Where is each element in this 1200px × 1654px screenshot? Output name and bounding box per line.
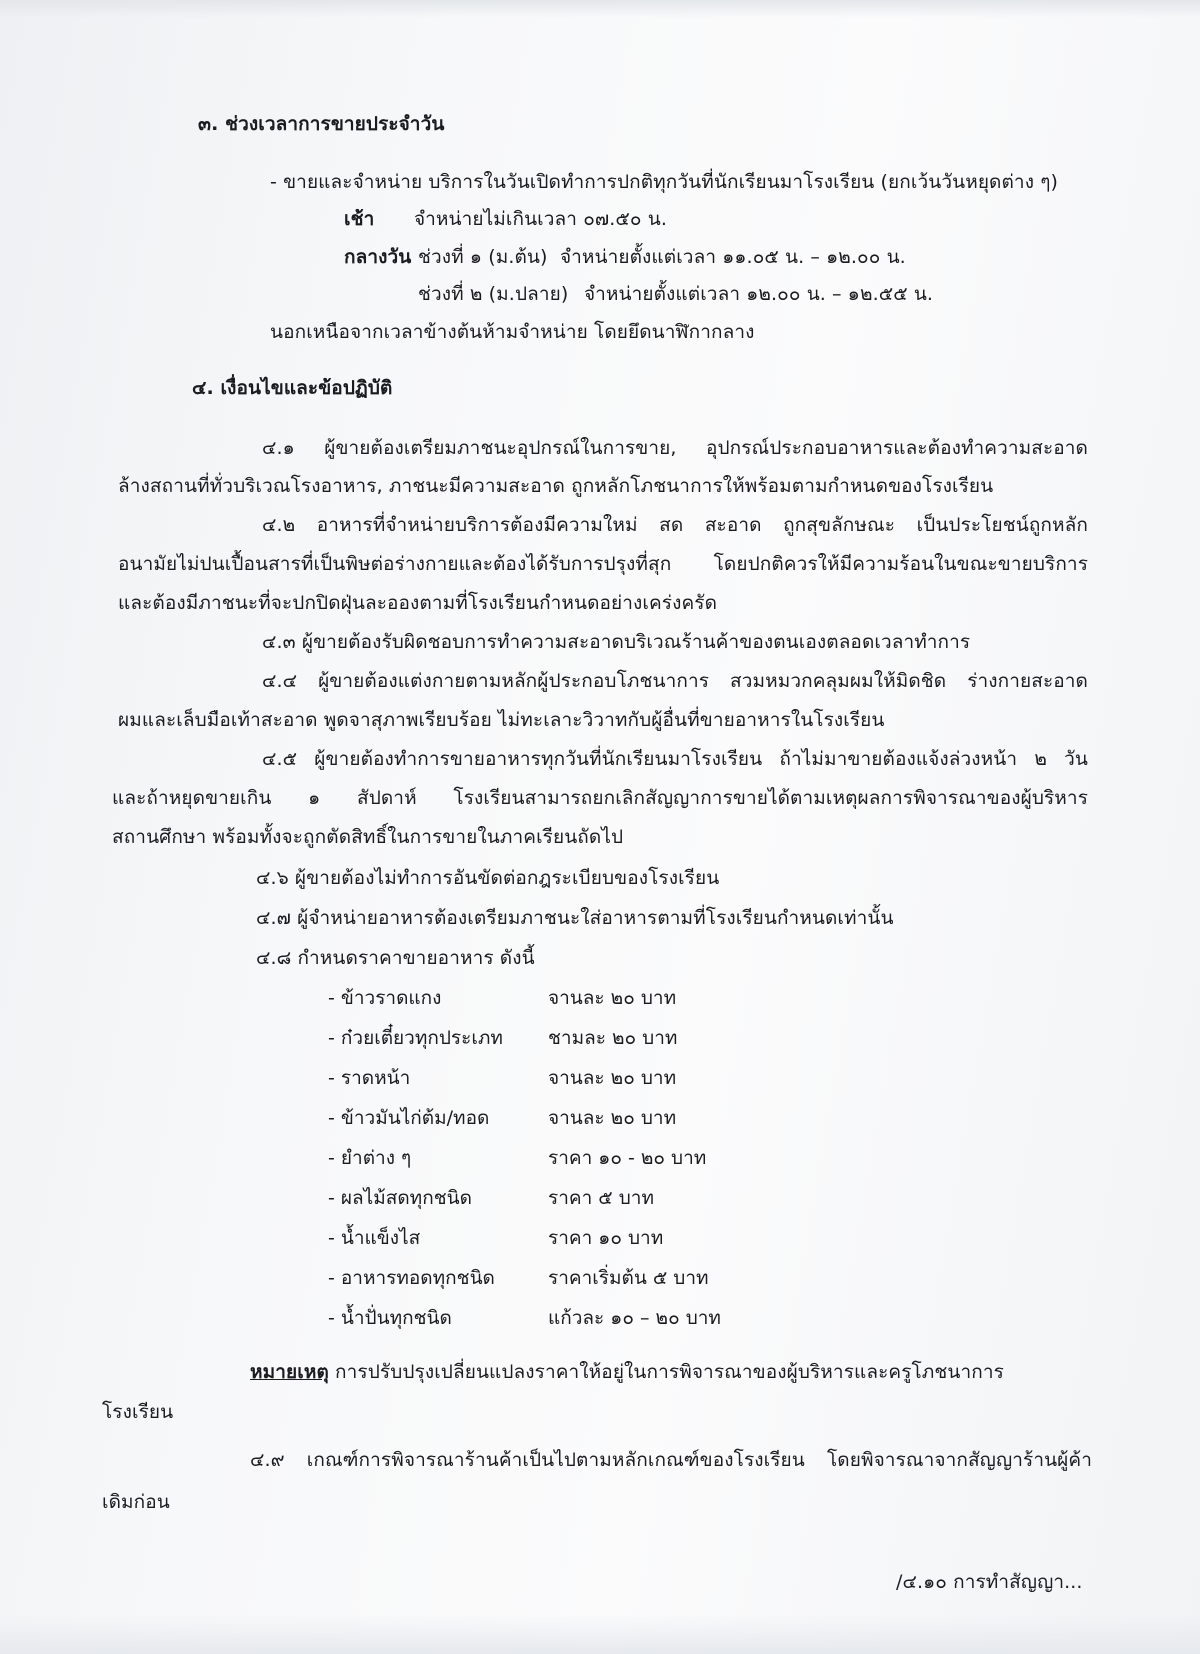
p45-line3: สถานศึกษา พร้อมทั้งจะถูกตัดสิทธิ์ในการขายในภาคเรียนถัดไป xyxy=(112,826,624,848)
scan-shade-bottom xyxy=(0,1614,1200,1654)
price-item-name: - น้ำแข็งไส xyxy=(328,1227,421,1249)
price-item-name: - ราดหน้า xyxy=(328,1067,411,1089)
p46-text: ๔.๖ ผู้ขายต้องไม่ทำการอันขัดต่อกฎระเบียบของโรงเรียน xyxy=(256,867,720,889)
p49-line2: เดิมก่อน xyxy=(102,1491,170,1513)
noon2-text: จำหน่ายตั้งแต่เวลา ๑๒.๐๐ น. – ๑๒.๕๕ น. xyxy=(584,283,934,305)
p43-text: ๔.๓ ผู้ขายต้องรับผิดชอบการทำความสะอาดบริเวณร้านค้าของตนเองตลอดเวลาทำการ xyxy=(262,631,971,653)
price-item-name: - ผลไม้สดทุกชนิด xyxy=(328,1187,472,1209)
p45-line1: ๔.๕ ผู้ขายต้องทำการขายอาหารทุกวันที่นักเรียนมาโรงเรียน ถ้าไม่มาขายต้องแจ้งล่วงหน้า ๒ วัน xyxy=(262,748,1088,770)
note-label: หมายเหตุ xyxy=(250,1361,329,1383)
price-item-value: ราคาเริ่มต้น ๕ บาท xyxy=(548,1267,709,1289)
morning-label: เช้า xyxy=(344,208,375,230)
price-item-value: จานละ ๒๐ บาท xyxy=(548,987,677,1009)
price-item-value: แก้วละ ๑๐ – ๒๐ บาท xyxy=(548,1307,721,1329)
p49-line1: ๔.๙ เกณฑ์การพิจารณาร้านค้าเป็นไปตามหลักเกณฑ์ของโรงเรียน โดยพิจารณาจากสัญญาร้านผู้ค้า xyxy=(250,1449,1092,1471)
price-item-name: - ข้าวราดแกง xyxy=(328,987,442,1009)
p42-line3: และต้องมีภาชนะที่จะปกปิดฝุ่นละอองตามที่โรงเรียนกำหนดอย่างเคร่งครัด xyxy=(118,592,718,614)
p42-line2: อนามัยไม่ปนเปื้อนสารที่เป็นพิษต่อร่างกายและต้องได้รับการปรุงที่สุก โดยปกติควรให้มีความร้อนในขณะขายบริการ xyxy=(118,553,1088,575)
p48-text: ๔.๘ กำหนดราคาขายอาหาร ดังนี้ xyxy=(256,947,535,969)
p41-line2: ล้างสถานที่ทั่วบริเวณโรงอาหาร, ภาชนะมีความสะอาด ถูกหลักโภชนาการให้พร้อมตามกำหนดของโรงเรียน xyxy=(118,475,994,497)
morning-text: จำหน่ายไม่เกินเวลา ๐๗.๕๐ น. xyxy=(414,208,667,230)
price-item-value: จานละ ๒๐ บาท xyxy=(548,1107,677,1129)
p44-line2: ผมและเล็บมือเท้าสะอาด พูดจาสุภาพเรียบร้อย ไม่ทะเลาะวิวาทกับผู้อื่นที่ขายอาหารในโรงเรียน xyxy=(118,709,885,731)
price-item-name: - น้ำปั่นทุกชนิด xyxy=(328,1307,452,1329)
price-item-value: ราคา ๑๐ บาท xyxy=(548,1227,664,1249)
note-line1 xyxy=(250,1358,1004,1386)
noon2-period: ช่วงที่ ๒ (ม.ปลาย) xyxy=(418,283,569,305)
price-item-value: ชามละ ๒๐ บาท xyxy=(548,1027,678,1049)
section3-heading: ๓. ช่วงเวลาการขายประจำวัน xyxy=(198,113,445,135)
p41-line1: ๔.๑ ผู้ขายต้องเตรียมภาชนะอุปกรณ์ในการขาย, อุปกรณ์ประกอบอาหารและต้องทำความสะอาด xyxy=(262,437,1088,459)
p42-line1: ๔.๒ อาหารที่จำหน่ายบริการต้องมีความใหม่ สด สะอาด ถูกสุขลักษณะ เป็นประโยชน์ถูกหลัก xyxy=(262,514,1088,536)
p44-line1: ๔.๔ ผู้ขายต้องแต่งกายตามหลักผู้ประกอบโภชนาการ สวมหมวกคลุมผมให้มิดชิด ร่างกายสะอาด xyxy=(262,670,1088,692)
note-text: การปรับปรุงเปลี่ยนแปลงราคาให้อยู่ในการพิจารณาของผู้บริหารและครูโภชนาการ xyxy=(328,1361,1004,1383)
price-item-name: - ก๋วยเตี๋ยวทุกประเภท xyxy=(328,1027,503,1049)
price-item-name: - อาหารทอดทุกชนิด xyxy=(328,1267,495,1289)
p45-line2: และถ้าหยุดขายเกิน ๑ สัปดาห์ โรงเรียนสามารถยกเลิกสัญญาการขายได้ตามเหตุผลการพิจารณาของผู้บริหาร xyxy=(112,787,1088,809)
continuation-note: /๔.๑๐ การทำสัญญา... xyxy=(896,1571,1083,1593)
price-item-value: ราคา ๑๐ - ๒๐ บาท xyxy=(548,1147,707,1169)
note-line2: โรงเรียน xyxy=(102,1401,174,1423)
scan-shade-top xyxy=(0,0,1200,18)
outside-hours-text: นอกเหนือจากเวลาข้างต้นห้ามจำหน่าย โดยยึดนาฬิกากลาง xyxy=(270,321,755,343)
p47-text: ๔.๗ ผู้จำหน่ายอาหารต้องเตรียมภาชนะใส่อาหารตามที่โรงเรียนกำหนดเท่านั้น xyxy=(256,907,894,929)
noon-label: กลางวัน xyxy=(344,246,412,268)
section4-heading: ๔. เงื่อนไขและข้อปฏิบัติ xyxy=(192,377,393,399)
price-item-name: - ข้าวมันไก่ต้ม/ทอด xyxy=(328,1107,490,1129)
noon1-text: จำหน่ายตั้งแต่เวลา ๑๑.๐๕ น. – ๑๒.๐๐ น. xyxy=(560,246,906,268)
price-item-name: - ยำต่าง ๆ xyxy=(328,1147,412,1169)
section3-intro: - ขายและจำหน่าย บริการในวันเปิดทำการปกติทุกวันที่นักเรียนมาโรงเรียน (ยกเว้นวันหยุดต่าง ๆ) xyxy=(270,171,1059,193)
price-item-value: จานละ ๒๐ บาท xyxy=(548,1067,677,1089)
noon1-period: ช่วงที่ ๑ (ม.ต้น) xyxy=(418,246,548,268)
price-item-value: ราคา ๕ บาท xyxy=(548,1187,654,1209)
